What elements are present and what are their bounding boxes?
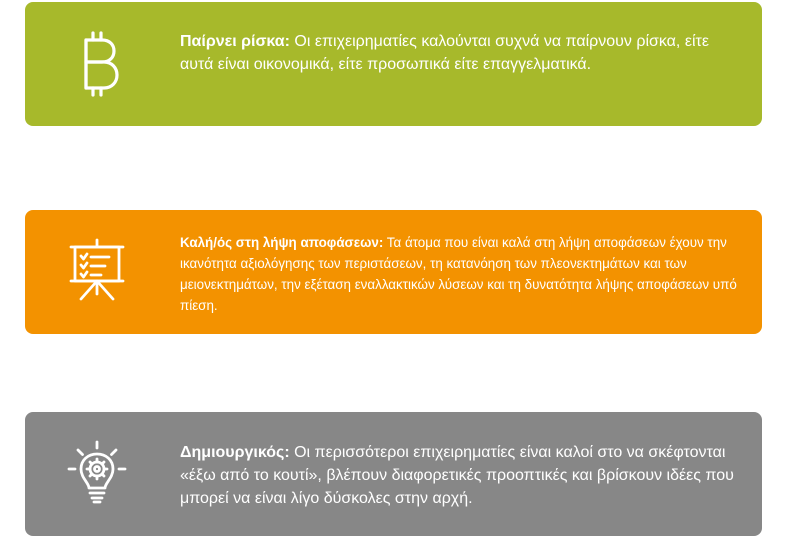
card-creative-title: Δημιουργικός: — [180, 444, 290, 461]
presentation-board-icon — [67, 236, 127, 306]
bitcoin-icon — [67, 29, 127, 99]
card-decision-title: Καλή/ός στη λήψη αποφάσεων: — [180, 235, 384, 250]
card-decision-body: Τα άτομα που είναι καλά στη λήψη αποφάσεων έχουν την ικανότητα αξιολόγησης των περιστάσεων, τη κατανόηση των πλεονεκτημάτων και των μειονεκτημάτων, την εξέταση εναλλακτικών λύσεων και τη δυνατότητα λήψης αποφάσεων υπό πίεση. — [180, 235, 737, 313]
card-risk-title: Παίρνει ρίσκα: — [180, 33, 290, 50]
card-creative-text — [180, 441, 744, 510]
card-decision-making — [25, 210, 762, 334]
card-decision-text — [180, 232, 744, 316]
card-risk-text — [180, 30, 744, 76]
card-creative-body: Οι περισσότεροι επιχειρηματίες είναι καλοί στο να σκέφτονται «έξω από το κουτί», βλέπουν διαφορετικές προοπτικές και βρίσκουν ιδέες που μπορεί να είναι λίγο δύσκολες στην αρχή. — [180, 444, 734, 507]
card-risk-body: Οι επιχειρηματίες καλούνται συχνά να παίρνουν ρίσκα, είτε αυτά είναι οικονομικά, είτε προσωπικά είτε επαγγελματικά. — [180, 33, 709, 73]
card-risk-taking — [25, 2, 762, 126]
lightbulb-gear-icon — [67, 438, 127, 508]
card-creative — [25, 412, 762, 536]
